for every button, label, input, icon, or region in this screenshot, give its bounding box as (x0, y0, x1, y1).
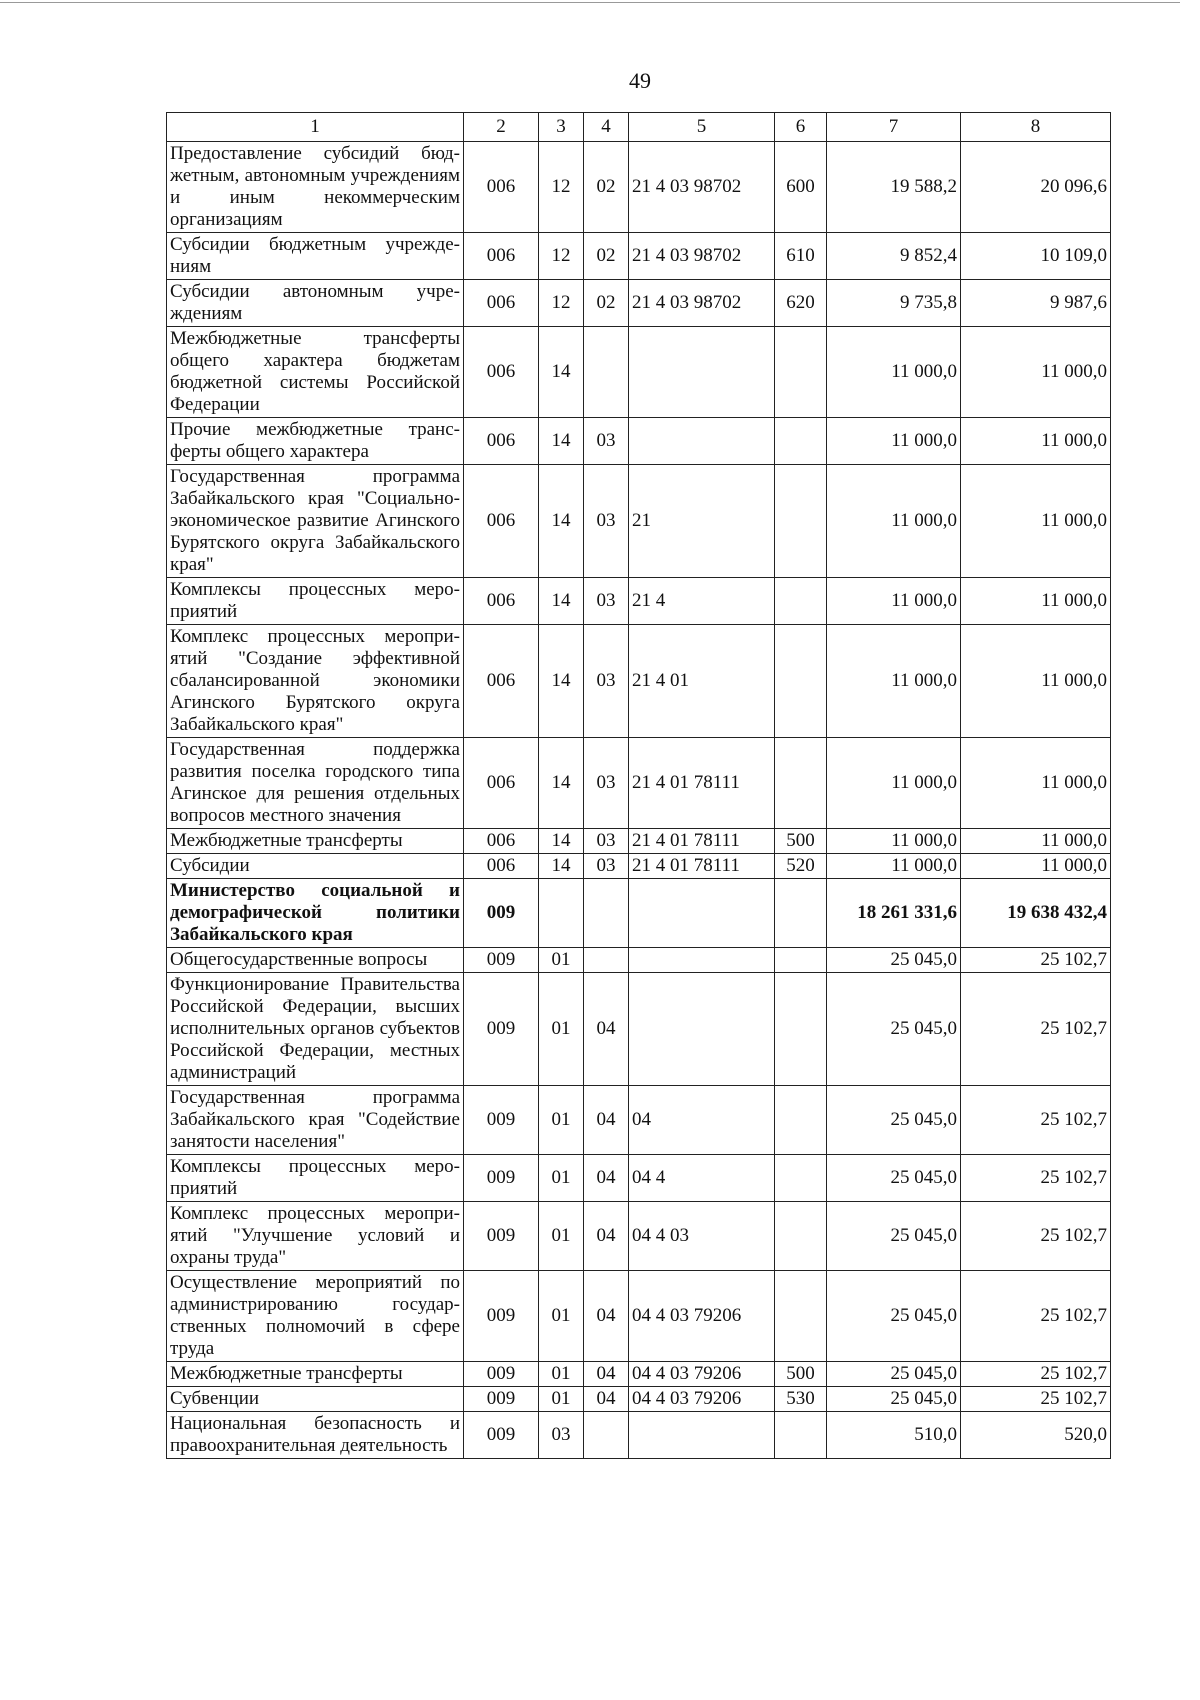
row-name-cell: Осуществление мероприятий по администрированию государственных полномочий в сфере труда (167, 1271, 464, 1362)
ministry-code-cell: 009 (464, 879, 539, 948)
row-name-cell: Комплексы процессных мероприятий (167, 578, 464, 625)
target-article-cell: 21 4 01 78111 (629, 829, 775, 854)
target-article-cell: 21 (629, 465, 775, 578)
target-article-cell: 21 4 01 78111 (629, 854, 775, 879)
amount-year2-cell: 11 000,0 (961, 465, 1111, 578)
target-article-cell: 04 4 03 79206 (629, 1387, 775, 1412)
table-row (167, 829, 1111, 854)
row-name-cell: Комплекс процессных мероприятий "Улучшение условий и охраны труда" (167, 1202, 464, 1271)
amount-year2-cell: 11 000,0 (961, 578, 1111, 625)
subsection-code-cell: 04 (584, 1362, 629, 1387)
expense-type-cell (775, 578, 827, 625)
column-header: 5 (629, 113, 775, 142)
table-row (167, 327, 1111, 418)
table-row (167, 1271, 1111, 1362)
column-header: 1 (167, 113, 464, 142)
row-name-cell: Межбюджетные трансферты общего характера бюджетам бюджетной системы Российской Федерации (167, 327, 464, 418)
subsection-code-cell: 04 (584, 1155, 629, 1202)
expense-type-cell (775, 738, 827, 829)
section-code-cell: 14 (539, 578, 584, 625)
ministry-code-cell: 009 (464, 1086, 539, 1155)
amount-year2-cell: 11 000,0 (961, 418, 1111, 465)
table-row (167, 578, 1111, 625)
target-article-cell (629, 973, 775, 1086)
expense-type-cell (775, 948, 827, 973)
page-number: 49 (629, 68, 651, 93)
row-name-cell: Национальная безопасность и правоохранительная деятельность (167, 1412, 464, 1459)
section-code-cell: 14 (539, 829, 584, 854)
amount-year1-cell: 25 045,0 (827, 973, 961, 1086)
table-body (167, 142, 1111, 1459)
subsection-code-cell: 03 (584, 625, 629, 738)
expense-type-cell (775, 465, 827, 578)
row-name-cell: Предоставление субсидий бюджетным, автономным учреждениям и иным некоммерческим организациям (167, 142, 464, 233)
ministry-code-cell: 006 (464, 418, 539, 465)
row-name-cell: Государственная программа Забайкальского края "Содействие занятости населения" (167, 1086, 464, 1155)
amount-year2-cell: 25 102,7 (961, 1202, 1111, 1271)
amount-year1-cell: 25 045,0 (827, 1387, 961, 1412)
amount-year2-cell: 20 096,6 (961, 142, 1111, 233)
table-row (167, 465, 1111, 578)
expense-type-cell: 500 (775, 1362, 827, 1387)
table-row (167, 854, 1111, 879)
column-header: 6 (775, 113, 827, 142)
target-article-cell: 04 (629, 1086, 775, 1155)
table-row (167, 1362, 1111, 1387)
amount-year2-cell: 11 000,0 (961, 829, 1111, 854)
subsection-code-cell: 04 (584, 1086, 629, 1155)
section-code-cell: 12 (539, 280, 584, 327)
amount-year1-cell: 25 045,0 (827, 1086, 961, 1155)
table-row (167, 418, 1111, 465)
table-row (167, 233, 1111, 280)
row-name-cell: Функционирование Правительства Российской Федерации, высших исполнительных органов субъектов Российской Федерации, местных администраций (167, 973, 464, 1086)
section-code-cell: 14 (539, 854, 584, 879)
table-row (167, 879, 1111, 948)
amount-year1-cell: 25 045,0 (827, 1362, 961, 1387)
section-code-cell: 12 (539, 142, 584, 233)
row-name-cell: Межбюджетные трансферты (167, 829, 464, 854)
table-row (167, 973, 1111, 1086)
amount-year1-cell: 25 045,0 (827, 948, 961, 973)
expense-type-cell (775, 1155, 827, 1202)
expense-type-cell (775, 1086, 827, 1155)
row-name-cell: Межбюджетные трансферты (167, 1362, 464, 1387)
row-name-cell: Государственная программа Забайкальского края "Социально-экономическое развитие Агинского Бурятского округа Забайкальского края" (167, 465, 464, 578)
subsection-code-cell (584, 1412, 629, 1459)
ministry-code-cell: 006 (464, 829, 539, 854)
expense-type-cell (775, 625, 827, 738)
ministry-code-cell: 006 (464, 578, 539, 625)
ministry-code-cell: 006 (464, 854, 539, 879)
ministry-code-cell: 006 (464, 625, 539, 738)
subsection-code-cell: 02 (584, 142, 629, 233)
target-article-cell: 21 4 03 98702 (629, 233, 775, 280)
section-code-cell: 01 (539, 1271, 584, 1362)
target-article-cell: 04 4 (629, 1155, 775, 1202)
amount-year1-cell: 11 000,0 (827, 854, 961, 879)
ministry-code-cell: 009 (464, 948, 539, 973)
target-article-cell: 21 4 01 (629, 625, 775, 738)
target-article-cell: 04 4 03 (629, 1202, 775, 1271)
subsection-code-cell: 03 (584, 465, 629, 578)
ministry-code-cell: 006 (464, 327, 539, 418)
amount-year1-cell: 11 000,0 (827, 578, 961, 625)
expense-type-cell (775, 1202, 827, 1271)
section-code-cell: 14 (539, 738, 584, 829)
amount-year1-cell: 11 000,0 (827, 418, 961, 465)
amount-year2-cell: 520,0 (961, 1412, 1111, 1459)
subsection-code-cell: 02 (584, 280, 629, 327)
table-row (167, 1086, 1111, 1155)
amount-year2-cell: 11 000,0 (961, 738, 1111, 829)
ministry-code-cell: 009 (464, 1202, 539, 1271)
section-code-cell: 01 (539, 973, 584, 1086)
subsection-code-cell: 04 (584, 1271, 629, 1362)
expense-type-cell: 600 (775, 142, 827, 233)
expense-type-cell (775, 1412, 827, 1459)
section-code-cell: 01 (539, 948, 584, 973)
amount-year1-cell: 9 735,8 (827, 280, 961, 327)
section-code-cell: 14 (539, 465, 584, 578)
row-name-cell: Комплекс процессных мероприятий "Создание эффективной сбалансированной экономики Агинского Бурятского округа Забайкальского края" (167, 625, 464, 738)
table-row (167, 948, 1111, 973)
subsection-code-cell: 04 (584, 973, 629, 1086)
table-row (167, 1412, 1111, 1459)
target-article-cell (629, 418, 775, 465)
amount-year2-cell: 25 102,7 (961, 1387, 1111, 1412)
subsection-code-cell: 03 (584, 418, 629, 465)
section-code-cell: 12 (539, 233, 584, 280)
column-header: 8 (961, 113, 1111, 142)
target-article-cell (629, 948, 775, 973)
amount-year1-cell: 18 261 331,6 (827, 879, 961, 948)
section-code-cell: 14 (539, 418, 584, 465)
expense-type-cell (775, 973, 827, 1086)
amount-year2-cell: 25 102,7 (961, 1155, 1111, 1202)
table-row (167, 625, 1111, 738)
amount-year1-cell: 11 000,0 (827, 738, 961, 829)
target-article-cell (629, 1412, 775, 1459)
row-name-cell: Государственная поддержка развития поселка городского типа Агинское для решения отдельных вопросов местного значения (167, 738, 464, 829)
target-article-cell: 21 4 01 78111 (629, 738, 775, 829)
section-code-cell: 03 (539, 1412, 584, 1459)
amount-year1-cell: 11 000,0 (827, 465, 961, 578)
amount-year1-cell: 510,0 (827, 1412, 961, 1459)
section-code-cell: 14 (539, 625, 584, 738)
amount-year2-cell: 25 102,7 (961, 948, 1111, 973)
amount-year2-cell: 25 102,7 (961, 973, 1111, 1086)
row-name-cell: Субсидии (167, 854, 464, 879)
ministry-code-cell: 009 (464, 1155, 539, 1202)
target-article-cell (629, 879, 775, 948)
section-code-cell (539, 879, 584, 948)
amount-year2-cell: 11 000,0 (961, 327, 1111, 418)
row-name-cell: Прочие межбюджетные трансферты общего характера (167, 418, 464, 465)
header-row (167, 113, 1111, 142)
ministry-code-cell: 006 (464, 233, 539, 280)
table-row (167, 142, 1111, 233)
subsection-code-cell: 03 (584, 738, 629, 829)
subsection-code-cell: 04 (584, 1387, 629, 1412)
ministry-code-cell: 009 (464, 973, 539, 1086)
subsection-code-cell (584, 327, 629, 418)
ministry-code-cell: 009 (464, 1412, 539, 1459)
column-header: 3 (539, 113, 584, 142)
expense-type-cell: 610 (775, 233, 827, 280)
table-row (167, 280, 1111, 327)
amount-year2-cell: 11 000,0 (961, 854, 1111, 879)
amount-year1-cell: 25 045,0 (827, 1155, 961, 1202)
expense-type-cell (775, 1271, 827, 1362)
subsection-code-cell: 02 (584, 233, 629, 280)
ministry-code-cell: 006 (464, 465, 539, 578)
section-code-cell: 01 (539, 1362, 584, 1387)
amount-year2-cell: 25 102,7 (961, 1271, 1111, 1362)
section-code-cell: 14 (539, 327, 584, 418)
amount-year1-cell: 19 588,2 (827, 142, 961, 233)
section-code-cell: 01 (539, 1387, 584, 1412)
ministry-code-cell: 006 (464, 738, 539, 829)
target-article-cell (629, 327, 775, 418)
table-row (167, 738, 1111, 829)
column-header: 7 (827, 113, 961, 142)
amount-year1-cell: 25 045,0 (827, 1202, 961, 1271)
row-name-cell: Субвенции (167, 1387, 464, 1412)
section-code-cell: 01 (539, 1202, 584, 1271)
amount-year2-cell: 10 109,0 (961, 233, 1111, 280)
target-article-cell: 04 4 03 79206 (629, 1362, 775, 1387)
ministry-code-cell: 009 (464, 1271, 539, 1362)
amount-year1-cell: 25 045,0 (827, 1271, 961, 1362)
subsection-code-cell (584, 948, 629, 973)
subsection-code-cell: 03 (584, 578, 629, 625)
amount-year1-cell: 11 000,0 (827, 625, 961, 738)
row-name-cell: Общегосударственные вопросы (167, 948, 464, 973)
subsection-code-cell: 03 (584, 829, 629, 854)
column-header: 2 (464, 113, 539, 142)
expense-type-cell: 500 (775, 829, 827, 854)
row-name-cell: Комплексы процессных мероприятий (167, 1155, 464, 1202)
amount-year2-cell: 9 987,6 (961, 280, 1111, 327)
target-article-cell: 21 4 03 98702 (629, 280, 775, 327)
ministry-code-cell: 009 (464, 1387, 539, 1412)
ministry-code-cell: 006 (464, 280, 539, 327)
amount-year1-cell: 11 000,0 (827, 829, 961, 854)
subsection-code-cell (584, 879, 629, 948)
expense-type-cell: 620 (775, 280, 827, 327)
row-name-cell: Субсидии бюджетным учреждениям (167, 233, 464, 280)
ministry-code-cell: 009 (464, 1362, 539, 1387)
expense-type-cell: 530 (775, 1387, 827, 1412)
table-row (167, 1387, 1111, 1412)
top-rule (0, 2, 1180, 3)
target-article-cell: 21 4 03 98702 (629, 142, 775, 233)
subsection-code-cell: 03 (584, 854, 629, 879)
section-code-cell: 01 (539, 1155, 584, 1202)
row-name-cell: Субсидии автономным учреждениям (167, 280, 464, 327)
amount-year1-cell: 9 852,4 (827, 233, 961, 280)
amount-year2-cell: 19 638 432,4 (961, 879, 1111, 948)
table-row (167, 1202, 1111, 1271)
amount-year2-cell: 11 000,0 (961, 625, 1111, 738)
section-code-cell: 01 (539, 1086, 584, 1155)
amount-year2-cell: 25 102,7 (961, 1362, 1111, 1387)
amount-year1-cell: 11 000,0 (827, 327, 961, 418)
expense-type-cell (775, 418, 827, 465)
expense-type-cell (775, 879, 827, 948)
row-name-cell: Министерство социальной и демографической политики Забайкальского края (167, 879, 464, 948)
subsection-code-cell: 04 (584, 1202, 629, 1271)
column-header: 4 (584, 113, 629, 142)
expense-type-cell: 520 (775, 854, 827, 879)
expense-type-cell (775, 327, 827, 418)
amount-year2-cell: 25 102,7 (961, 1086, 1111, 1155)
target-article-cell: 04 4 03 79206 (629, 1271, 775, 1362)
ministry-code-cell: 006 (464, 142, 539, 233)
budget-table (166, 112, 1111, 1459)
table-row (167, 1155, 1111, 1202)
target-article-cell: 21 4 (629, 578, 775, 625)
